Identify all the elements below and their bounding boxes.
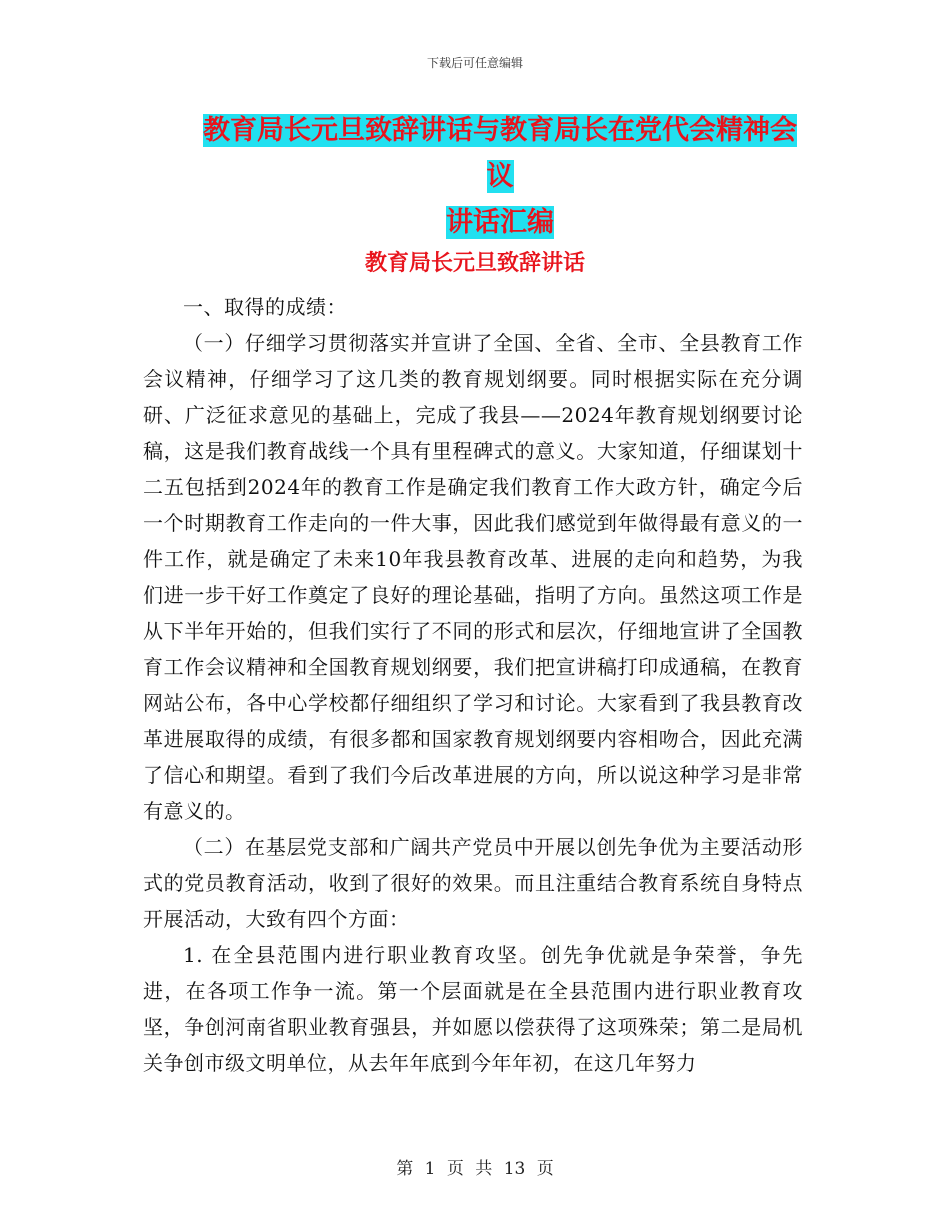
- paragraph-heading: 一、取得的成绩：: [183, 295, 347, 319]
- header-note: 下载后可任意编辑: [426, 56, 523, 70]
- main-title-line-2: 讲话汇编: [446, 207, 554, 238]
- paragraph: （二）在基层党支部和广阔共产党员中开展以创先争优为主要活动形式的党员教育活动，收到了很好的效果。而且注重结合教育系统自身特点开展活动，大致有四个方面：: [143, 835, 803, 931]
- paragraph: （一）仔细学习贯彻落实并宣讲了全国、全省、全市、全县教育工作会议精神，仔细学习了这几类的教育规划纲要。同时根据实际在充分调研、广泛征求意见的基础上，完成了我县——2024年教育规划纲要讨论稿，这是我们教育战线一个具有里程碑式的意义。大家知道，仔细谋划十二五包括到2024年的教育工作是确定我们教育工作大政方针，确定今后一个时期教育工作走向的一件大事，因此我们感觉到年做得最有意义的一件工作，就是确定了未来10年我县教育改革、进展的走向和趋势，为我们进一步干好工作奠定了良好的理论基础，指明了方向。虽然这项工作是从下半年开始的，但我们实行了不同的形式和层次，仔细地宣讲了全国教育工作会议精神和全国教育规划纲要，我们把宣讲稿打印成通稿，在教育网站公布，各中心学校都仔细组织了学习和讨论。大家看到了我县教育改革进展取得的成绩，有很多都和国家教育规划纲要内容相吻合，因此充满了信心和期望。看到了我们今后改革进展的方向，所以说这种学习是非常有意义的。: [143, 331, 803, 823]
- document-body: [143, 289, 803, 1081]
- page-number-footer: 第 1 页 共 13 页: [396, 1159, 554, 1179]
- paragraph: 1. 在全县范围内进行职业教育攻坚。创先争优就是争荣誉，争先进，在各项工作争一流。第一个层面就是在全县范围内进行职业教育攻坚，争创河南省职业教育强县，并如愿以偿获得了这项殊荣；第二是局机关争创市级文明单位，从去年年底到今年年初，在这几年努力: [143, 943, 803, 1075]
- main-title-line-1: 教育局长元旦致辞讲话与教育局长在党代会精神会议: [203, 115, 797, 192]
- document-main-title: [190, 108, 810, 246]
- section-title: 教育局长元旦致辞讲话: [364, 250, 585, 276]
